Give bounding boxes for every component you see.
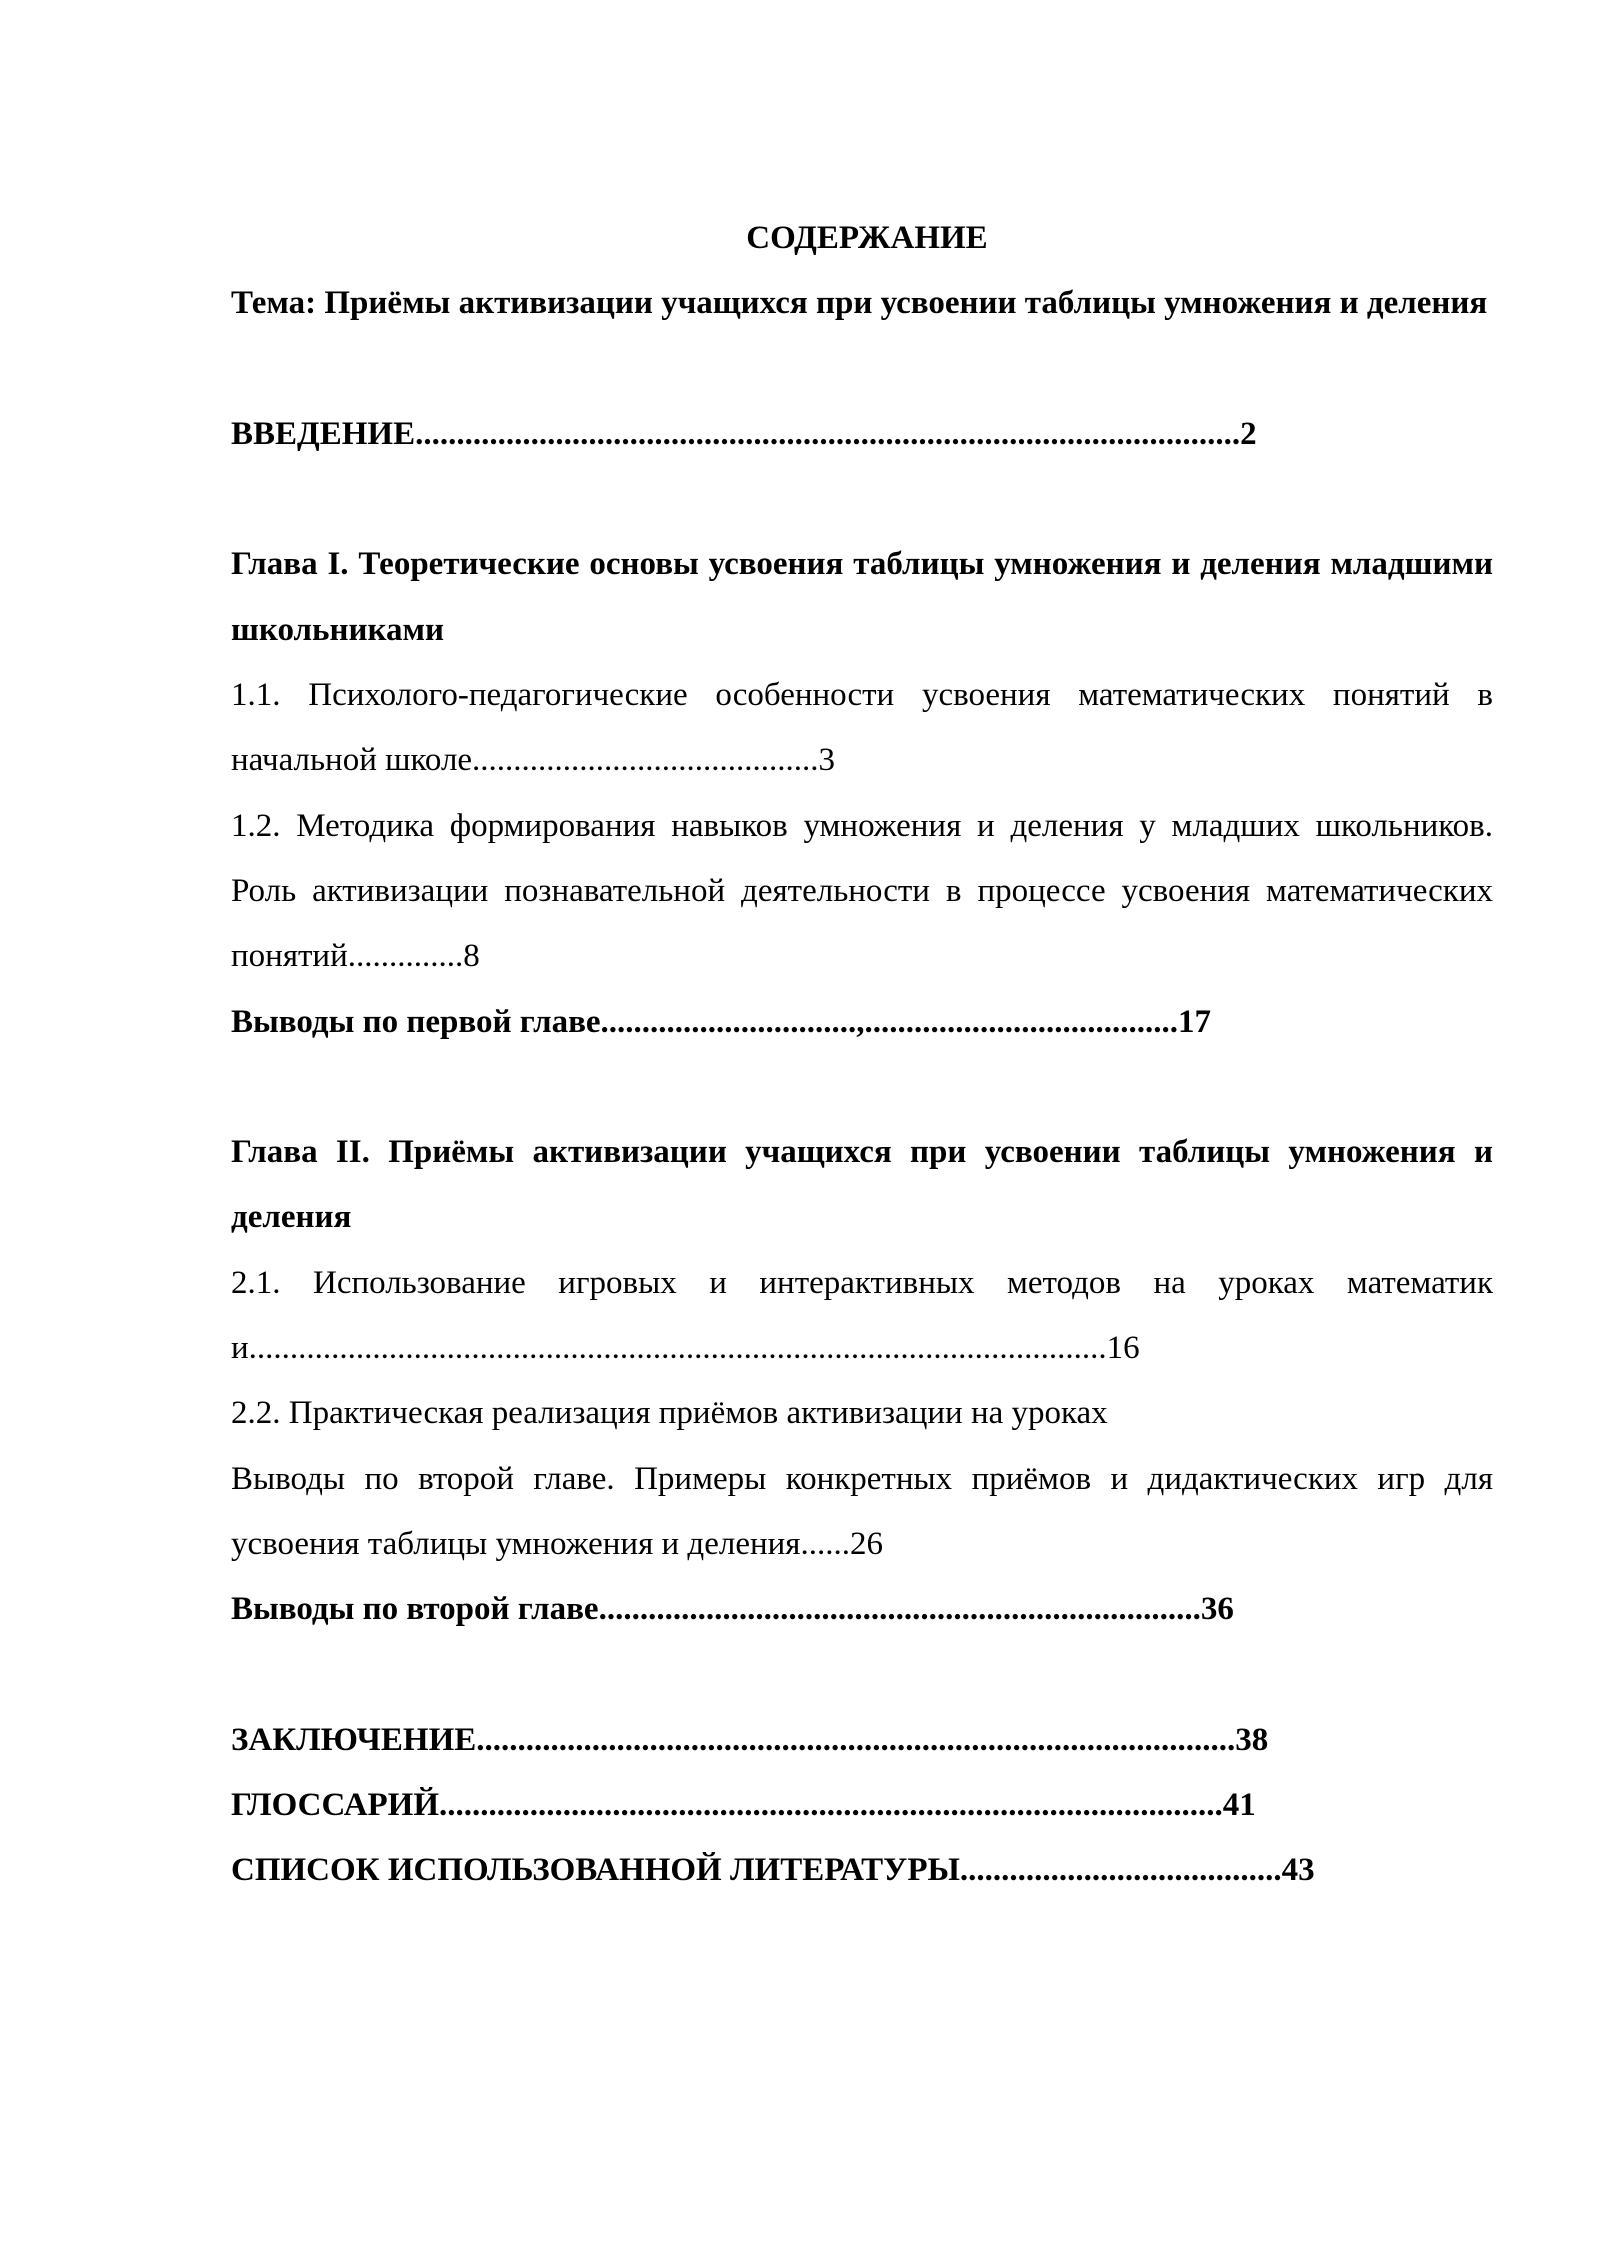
- topic-line: Тема: Приёмы активизации учащихся при усвоении таблицы умножения и деления: [231, 285, 1488, 322]
- spacer: [231, 337, 1493, 402]
- toc-entry-conclusion: ЗАКЛЮЧЕНИЕ............................................................................................38: [231, 1721, 1269, 1758]
- toc-entry-chapter-2-conclusions: Выводы по второй главе.........................................................................36: [231, 1591, 1234, 1628]
- chapter-1-title: Глава I. Теоретические основы усвоения таблицы умножения и деления младшими школьниками: [231, 546, 1493, 648]
- toc-entry-section-1-1: 1.1. Психолого-педагогические особенности усвоения математических понятий в начальной школе..........................................3: [231, 677, 1493, 779]
- toc-entry-references: СПИСОК ИСПОЛЬЗОВАННОЙ ЛИТЕРАТУРЫ.......................................43: [231, 1852, 1315, 1889]
- toc-entry-section-2-2: 2.2. Практическая реализация приёмов активизации на уроках: [231, 1395, 1108, 1432]
- spacer: [231, 1643, 1493, 1708]
- spacer: [231, 467, 1493, 532]
- toc-entry-section-2-2-continued: Выводы по второй главе. Примеры конкретных приёмов и дидактических игр для усвоения таблицы умножения и деления......26: [231, 1460, 1493, 1562]
- chapter-2-title: Глава II. Приёмы активизации учащихся при усвоении таблицы умножения и деления: [231, 1134, 1493, 1236]
- spacer: [231, 1055, 1493, 1120]
- table-of-contents: [231, 206, 1493, 1904]
- toc-entry-section-1-2: 1.2. Методика формирования навыков умножения и деления у младших школьников. Роль активизации познавательной деятельности в процессе усвоения математических понятий..............8: [231, 807, 1493, 975]
- toc-heading: СОДЕРЖАНИЕ: [746, 220, 988, 256]
- toc-entry-chapter-1-conclusions: Выводы по первой главе...............................,......................................17: [231, 1003, 1212, 1040]
- toc-entry-glossary: ГЛОССАРИЙ...............................................................................................41: [231, 1787, 1256, 1824]
- toc-entry-introduction: ВВЕДЕНИЕ....................................................................................................2: [231, 415, 1257, 452]
- toc-entry-section-2-1: 2.1. Использование игровых и интерактивных методов на уроках математики........................................................................................................16: [231, 1264, 1493, 1367]
